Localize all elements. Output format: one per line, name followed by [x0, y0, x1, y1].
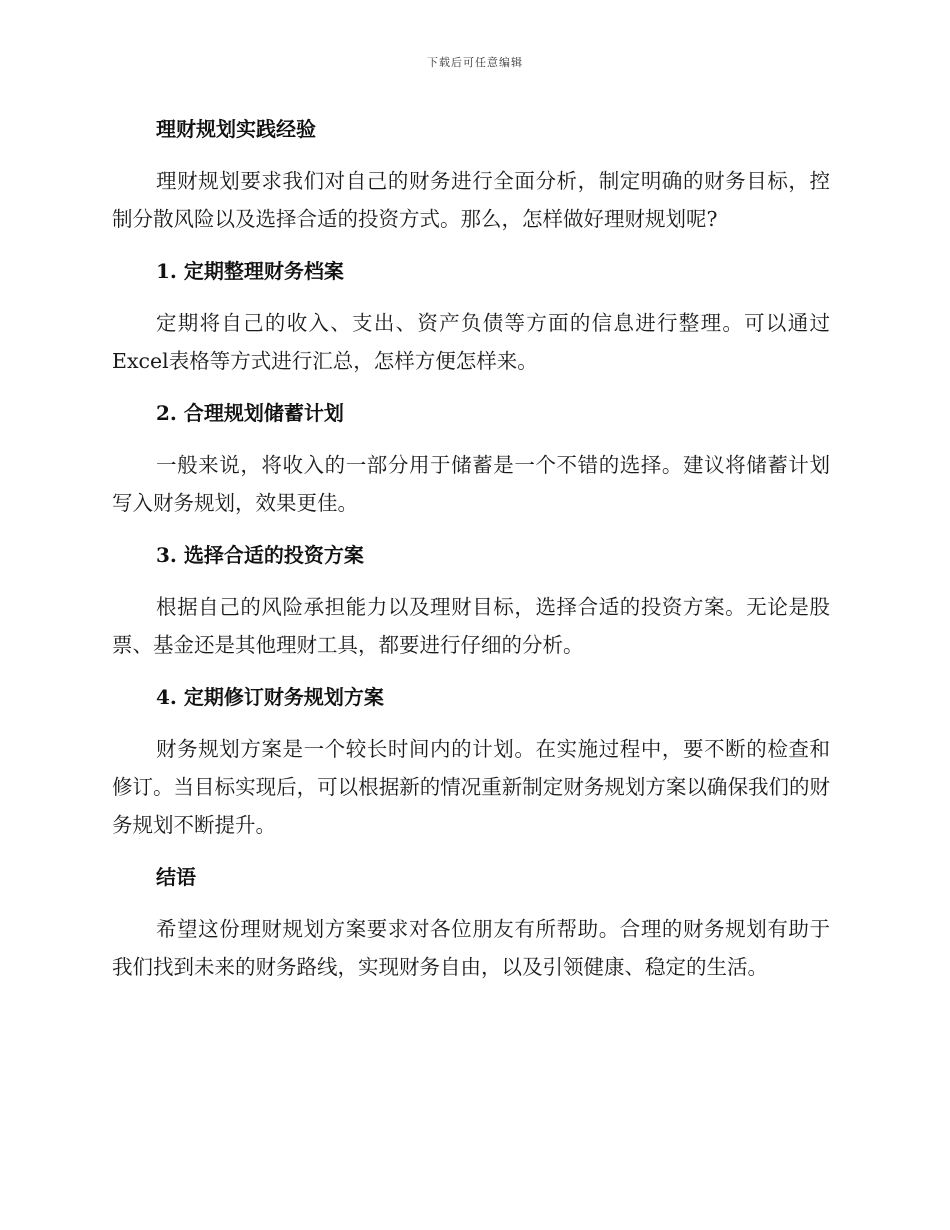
header-note: 下载后可任意编辑 — [427, 56, 523, 69]
section-heading-1: 1. 定期整理财务档案 — [156, 259, 344, 283]
section-body-3: 根据自己的风险承担能力以及理财目标，选择合适的投资方案。无论是股票、基金还是其他理财工具，都要进行仔细的分析。 — [112, 595, 830, 657]
section-heading-3: 3. 选择合适的投资方案 — [156, 543, 364, 567]
section-body-1: 定期将自己的收入、支出、资产负债等方面的信息进行整理。可以通过Excel表格等方式进行汇总，怎样方便怎样来。 — [112, 311, 830, 373]
section-heading-2: 2. 合理规划储蓄计划 — [156, 401, 344, 425]
conclusion-body: 希望这份理财规划方案要求对各位朋友有所帮助。合理的财务规划有助于我们找到未来的财务路线，实现财务自由，以及引领健康、稳定的生活。 — [112, 917, 830, 979]
section-body-4: 财务规划方案是一个较长时间内的计划。在实施过程中，要不断的检查和修订。当目标实现后，可以根据新的情况重新制定财务规划方案以确保我们的财务规划不断提升。 — [112, 737, 830, 837]
intro-paragraph: 理财规划要求我们对自己的财务进行全面分析，制定明确的财务目标，控制分散风险以及选择合适的投资方式。那么，怎样做好理财规划呢? — [112, 169, 830, 231]
conclusion-heading: 结语 — [156, 865, 196, 889]
document-body — [112, 110, 830, 986]
section-body-2: 一般来说，将收入的一部分用于储蓄是一个不错的选择。建议将储蓄计划写入财务规划，效果更佳。 — [112, 453, 830, 515]
section-heading-4: 4. 定期修订财务规划方案 — [156, 685, 384, 709]
document-title: 理财规划实践经验 — [156, 117, 316, 141]
